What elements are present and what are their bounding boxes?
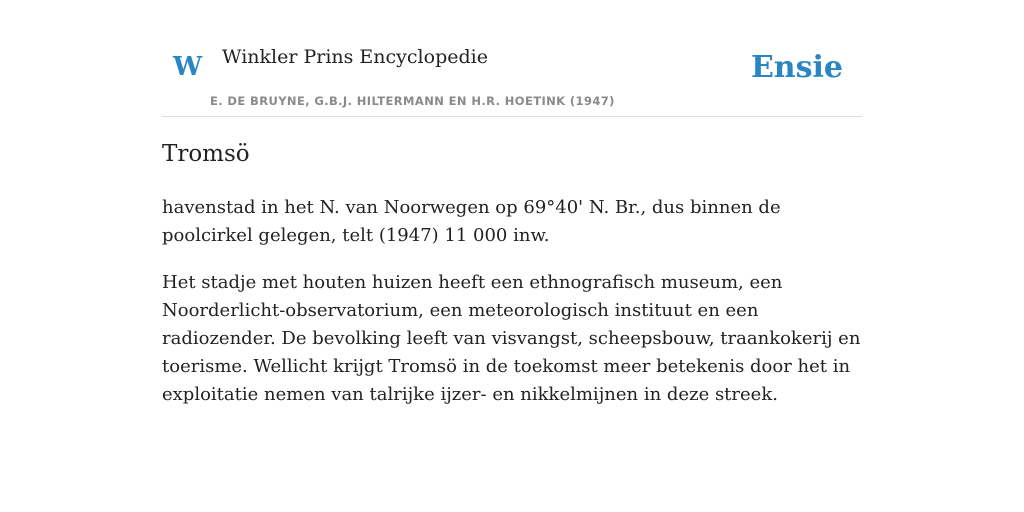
article-title: Tromsö <box>162 141 250 167</box>
article-paragraph: havenstad in het N. van Noorwegen op 69°40' N. Br., dus binnen de poolcirkel gelegen, telt (1947) 11 000 inw. <box>162 197 781 246</box>
ensie-brand-link[interactable]: Ensie <box>750 50 843 85</box>
encyclopedia-title: Winkler Prins Encyclopedie <box>222 46 488 68</box>
winkler-prins-logo[interactable]: W <box>173 52 203 82</box>
article <box>162 138 862 428</box>
encyclopedia-authors: E. DE BRUYNE, G.B.J. HILTERMANN EN H.R. HOETINK (1947) <box>210 94 615 108</box>
article-paragraph: Het stadje met houten huizen heeft een ethnografisch museum, een Noorderlicht-observatorium, een meteorologisch instituut en een radiozender. De bevolking leeft van visvangst, scheepsbouw, traankokerij en toerisme. Wellicht krijgt Tromsö in de toekomst meer betekenis door het in exploitatie nemen van talrijke ijzer- en nikkelmijnen in deze streek. <box>162 272 861 405</box>
encyclopedia-header <box>162 0 862 117</box>
